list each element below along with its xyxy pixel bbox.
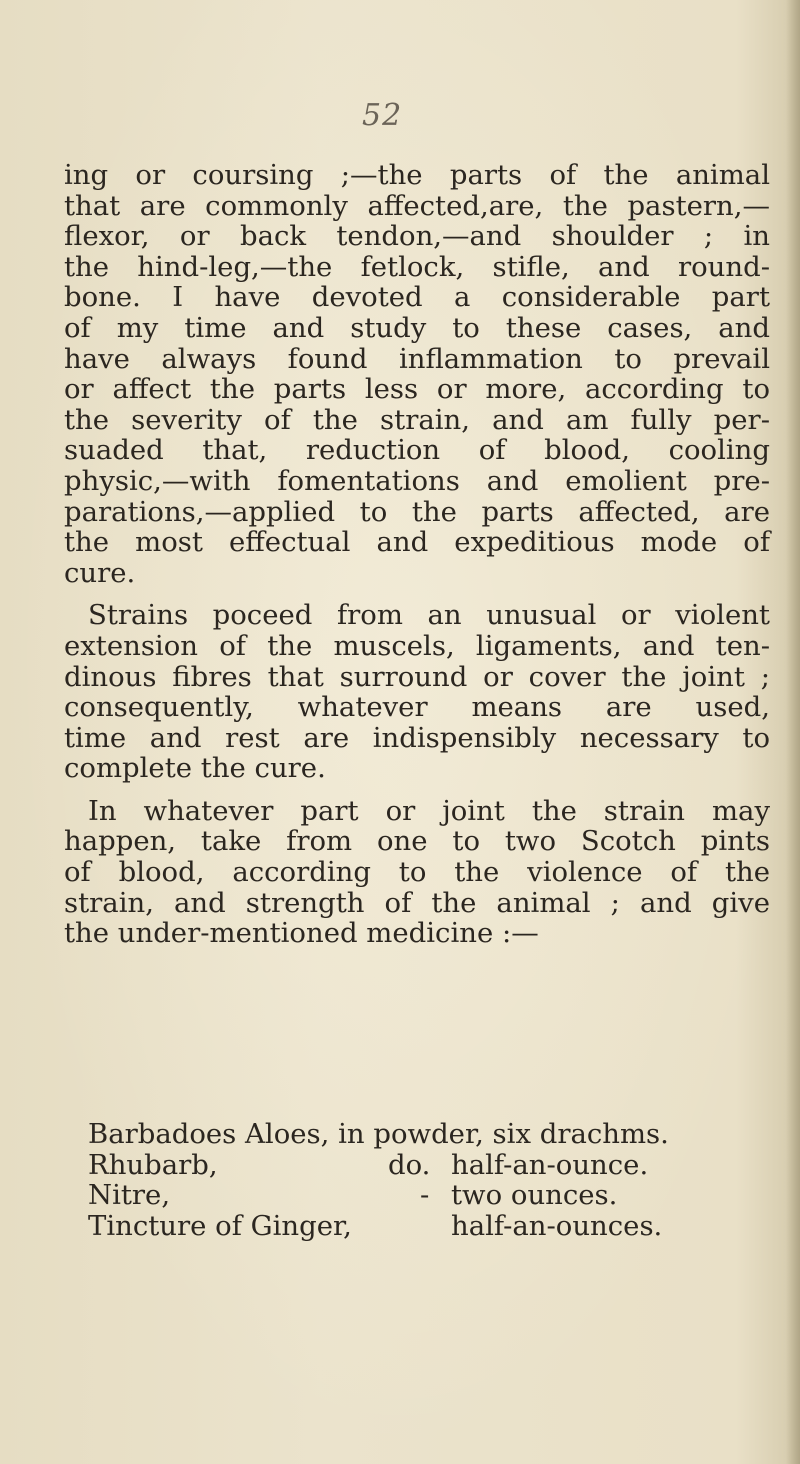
- text-line: physic,—with fomentations and emolient pre-: [64, 464, 770, 497]
- text-line: dinous fibres that surround or cover the joint ;: [64, 660, 770, 693]
- text-line: that are commonly affected,are, the pastern,—: [64, 189, 770, 222]
- text-line: happen, take from one to two Scotch pints: [64, 825, 770, 858]
- text-line: extension of the muscels, ligaments, and ten-: [64, 629, 770, 662]
- text-line: consequently, whatever means are used,: [64, 691, 770, 724]
- recipe-row-ginger: [88, 1211, 778, 1242]
- text-line: cure.: [64, 556, 136, 589]
- recipe-item: Tincture of Ginger,: [88, 1209, 352, 1242]
- recipe-dash: -: [420, 1179, 430, 1212]
- recipe-row-aloes: [88, 1119, 778, 1150]
- text-line: Strains poceed from an unusual or violent: [88, 599, 770, 632]
- paragraph-2: [64, 600, 770, 784]
- text-line: bone. I have devoted a considerable part: [64, 281, 770, 314]
- text-line: parations,—applied to the parts affected, are: [64, 495, 770, 528]
- recipe-ditto: do.: [388, 1148, 431, 1181]
- recipe-quantity: half-an-ounces.: [451, 1209, 663, 1242]
- text-line: the under-mentioned medicine :—: [64, 917, 539, 950]
- text-line: of blood, according to the violence of the: [64, 856, 770, 889]
- text-line: the hind-leg,—the fetlock, stifle, and round-: [64, 250, 770, 283]
- text-line: flexor, or back tendon,—and shoulder ; in: [64, 220, 770, 253]
- body-text: [64, 160, 770, 949]
- recipe-list: [88, 1119, 778, 1241]
- text-line: ing or coursing ;—the parts of the animal: [64, 159, 770, 191]
- text-line: the severity of the strain, and am fully per-: [64, 403, 770, 436]
- recipe-item: Rhubarb,: [88, 1148, 218, 1181]
- recipe-row-rhubarb: [88, 1150, 778, 1181]
- text-line: or affect the parts less or more, according to: [64, 373, 770, 406]
- text-line: complete the cure.: [64, 752, 326, 785]
- paragraph-3: [64, 796, 770, 949]
- recipe-quantity: half-an-ounce.: [451, 1148, 649, 1181]
- recipe-row-nitre: [88, 1180, 778, 1211]
- paragraph-1: [64, 160, 770, 588]
- page-number: 52: [362, 98, 403, 133]
- text-line: suaded that, reduction of blood, cooling: [64, 434, 770, 467]
- recipe-text: Barbadoes Aloes, in powder, six drachms.: [88, 1118, 669, 1150]
- text-line: time and rest are indispensibly necessary to: [64, 721, 770, 754]
- text-line: the most effectual and expeditious mode of: [64, 526, 770, 559]
- recipe-item: Nitre,: [88, 1179, 171, 1212]
- text-line: of my time and study to these cases, and: [64, 311, 770, 344]
- text-line: have always found inflammation to prevail: [64, 342, 770, 375]
- text-line: In whatever part or joint the strain may: [88, 794, 770, 827]
- recipe-quantity: two ounces.: [451, 1179, 618, 1212]
- page-edge-shadow: [786, 0, 800, 1464]
- text-line: strain, and strength of the animal ; and give: [64, 886, 770, 919]
